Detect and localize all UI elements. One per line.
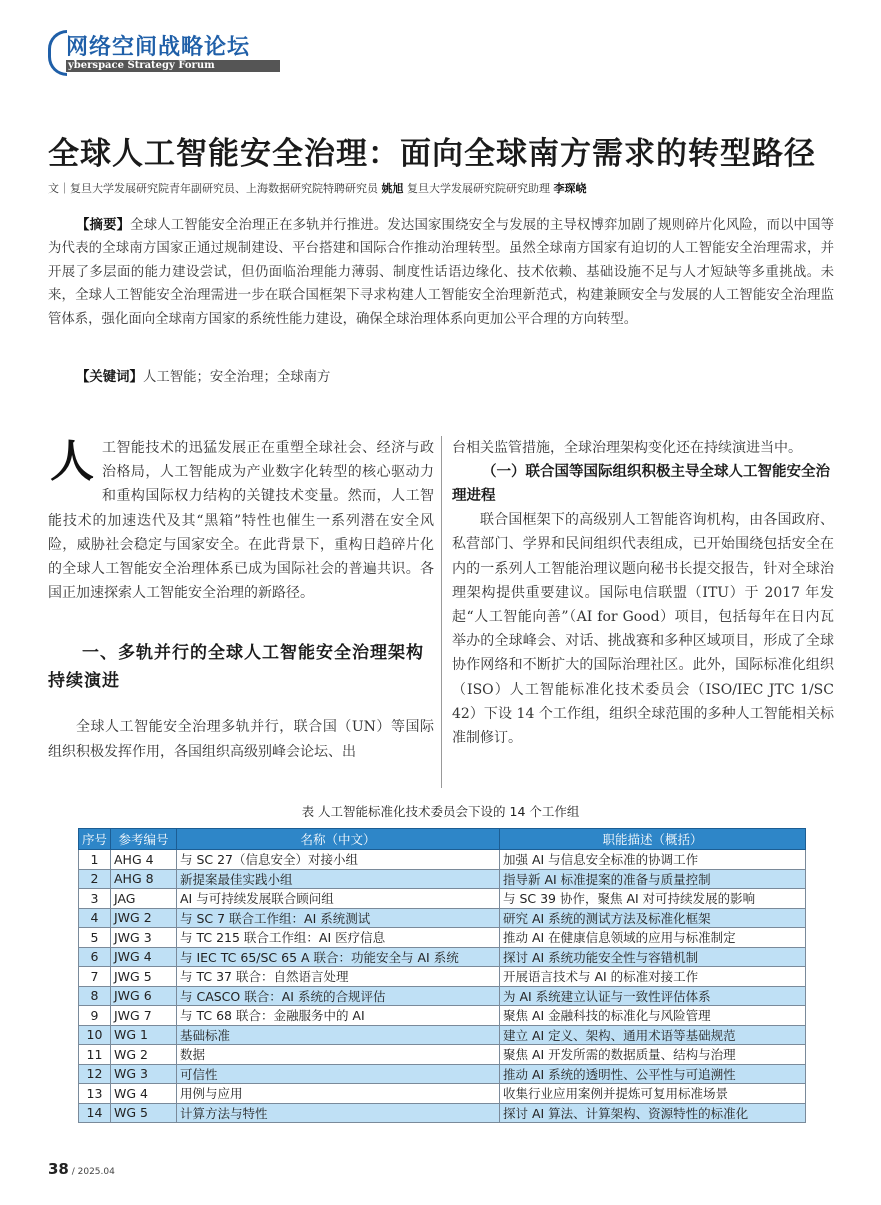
abstract bbox=[48, 214, 834, 331]
cell-no: 3 bbox=[79, 889, 111, 909]
cell-ref: JWG 2 bbox=[111, 908, 177, 928]
cell-no: 10 bbox=[79, 1025, 111, 1045]
cell-no: 2 bbox=[79, 869, 111, 889]
cell-desc: 聚焦 AI 开发所需的数据质量、结构与治理 bbox=[500, 1045, 806, 1065]
subsection-1-heading: （一）联合国等国际组织积极主导全球人工智能安全治理进程 bbox=[452, 464, 830, 505]
section-1-continuation: 台相关监管措施，全球治理架构变化还在持续演进当中。 bbox=[452, 440, 802, 456]
table-caption: 表 人工智能标准化技术委员会下设的 14 个工作组 bbox=[301, 804, 580, 819]
left-column bbox=[48, 436, 434, 764]
cell-ref: AHG 8 bbox=[111, 869, 177, 889]
cell-desc: 指导新 AI 标准提案的准备与质量控制 bbox=[500, 869, 806, 889]
column-divider bbox=[441, 436, 442, 788]
cell-ref: JWG 7 bbox=[111, 1006, 177, 1026]
cell-ref: JWG 5 bbox=[111, 967, 177, 987]
cell-ref: AHG 4 bbox=[111, 850, 177, 870]
table-row bbox=[79, 889, 806, 909]
cell-no: 11 bbox=[79, 1045, 111, 1065]
cell-name: 新提案最佳实践小组 bbox=[177, 869, 500, 889]
keywords bbox=[76, 366, 330, 385]
header-no: 序号 bbox=[79, 829, 111, 850]
table-row bbox=[79, 869, 806, 889]
cell-name: 用例与应用 bbox=[177, 1084, 500, 1104]
cell-name: AI 与可持续发展联合顾问组 bbox=[177, 889, 500, 909]
cell-desc: 建立 AI 定义、架构、通用术语等基础规范 bbox=[500, 1025, 806, 1045]
page-number: 38 bbox=[48, 1160, 69, 1178]
intro-paragraph bbox=[48, 436, 434, 605]
table-row bbox=[79, 1045, 806, 1065]
table-row bbox=[79, 1064, 806, 1084]
byline-affiliation-1: 文｜复旦大学发展研究院青年副研究员、上海数据研究院特聘研究员 bbox=[48, 182, 382, 195]
cell-desc: 收集行业应用案例并提炼可复用标准场景 bbox=[500, 1084, 806, 1104]
cell-ref: WG 4 bbox=[111, 1084, 177, 1104]
table-row bbox=[79, 947, 806, 967]
cell-ref: WG 5 bbox=[111, 1103, 177, 1123]
table-row bbox=[79, 928, 806, 948]
cell-desc: 聚焦 AI 金融科技的标准化与风险管理 bbox=[500, 1006, 806, 1026]
cell-name: 基础标准 bbox=[177, 1025, 500, 1045]
cell-desc: 加强 AI 与信息安全标准的协调工作 bbox=[500, 850, 806, 870]
cell-desc: 探讨 AI 算法、计算架构、资源特性的标准化 bbox=[500, 1103, 806, 1123]
header-ref: 参考编号 bbox=[111, 829, 177, 850]
cell-no: 13 bbox=[79, 1084, 111, 1104]
author-2: 李琛峣 bbox=[553, 182, 587, 195]
cell-no: 9 bbox=[79, 1006, 111, 1026]
section-1-heading: 一、多轨并行的全球人工智能安全治理架构持续演进 bbox=[48, 643, 424, 692]
cell-desc: 推动 AI 系统的透明性、公平性与可追溯性 bbox=[500, 1064, 806, 1084]
table-row bbox=[79, 1084, 806, 1104]
cell-name: 与 IEC TC 65/SC 65 A 联合：功能安全与 AI 系统 bbox=[177, 947, 500, 967]
header-desc: 职能描述（概括） bbox=[500, 829, 806, 850]
masthead-title-cn: 网络空间战略论坛 bbox=[66, 35, 251, 60]
masthead-c-logo bbox=[48, 30, 67, 76]
cell-no: 5 bbox=[79, 928, 111, 948]
table-header-row bbox=[79, 829, 806, 850]
header-name: 名称（中文） bbox=[177, 829, 500, 850]
author-1: 姚旭 bbox=[381, 182, 404, 195]
abstract-label: 【摘要】 bbox=[76, 218, 131, 233]
cell-name: 与 TC 215 联合工作组：AI 医疗信息 bbox=[177, 928, 500, 948]
right-column bbox=[452, 436, 834, 750]
working-groups-table bbox=[78, 828, 806, 1123]
page-footer bbox=[48, 1160, 115, 1178]
cell-name: 与 TC 37 联合：自然语言处理 bbox=[177, 967, 500, 987]
cell-no: 8 bbox=[79, 986, 111, 1006]
cell-desc: 探讨 AI 系统功能安全性与容错机制 bbox=[500, 947, 806, 967]
keywords-text: 人工智能；安全治理；全球南方 bbox=[142, 370, 331, 385]
cell-desc: 为 AI 系统建立认证与一致性评估体系 bbox=[500, 986, 806, 1006]
cell-ref: WG 2 bbox=[111, 1045, 177, 1065]
cell-ref: JAG bbox=[111, 889, 177, 909]
cell-no: 7 bbox=[79, 967, 111, 987]
byline-affiliation-2: 复旦大学发展研究院研究助理 bbox=[403, 182, 554, 195]
table-row bbox=[79, 967, 806, 987]
table-row bbox=[79, 1103, 806, 1123]
table-row bbox=[79, 1006, 806, 1026]
cell-ref: WG 3 bbox=[111, 1064, 177, 1084]
cell-ref: WG 1 bbox=[111, 1025, 177, 1045]
table-row bbox=[79, 986, 806, 1006]
cell-no: 4 bbox=[79, 908, 111, 928]
table-row bbox=[79, 850, 806, 870]
dropcap: 人 bbox=[50, 436, 94, 487]
article-title: 全球人工智能安全治理：面向全球南方需求的转型路径 bbox=[48, 136, 816, 172]
masthead bbox=[48, 26, 278, 76]
byline bbox=[48, 180, 587, 196]
cell-no: 14 bbox=[79, 1103, 111, 1123]
cell-name: 可信性 bbox=[177, 1064, 500, 1084]
cell-no: 12 bbox=[79, 1064, 111, 1084]
cell-ref: JWG 6 bbox=[111, 986, 177, 1006]
subsection-1-paragraph: 联合国框架下的高级别人工智能咨询机构，由各国政府、私营部门、学界和民间组织代表组成，已开始围绕包括安全在内的一系列人工智能治理议题向秘书长提交报告，针对全球治理架构提供重要建议。国际电信联盟（ITU）于 2017 年发起“人工智能向善”（AI for Good）项目，包括每年在日内瓦举办的全球峰会、对话、挑战赛和多种区域项目，形成了全球协作网络和不断扩大的国际治理社区。此外，国际标准化组织（ISO）人工智能标准化技术委员会（ISO/IEC JTC 1/SC 42）下设 14 个工作组，组织全球范围的多种人工智能相关标准制修订。 bbox=[452, 512, 834, 747]
cell-name: 与 SC 27（信息安全）对接小组 bbox=[177, 850, 500, 870]
cell-desc: 开展语言技术与 AI 的标准对接工作 bbox=[500, 967, 806, 987]
cell-desc: 与 SC 39 协作，聚焦 AI 对可持续发展的影响 bbox=[500, 889, 806, 909]
cell-ref: JWG 4 bbox=[111, 947, 177, 967]
cell-name: 与 CASCO 联合：AI 系统的合规评估 bbox=[177, 986, 500, 1006]
masthead-title-en: yberspace Strategy Forum bbox=[66, 60, 280, 72]
table-row bbox=[79, 1025, 806, 1045]
cell-name: 数据 bbox=[177, 1045, 500, 1065]
cell-desc: 推动 AI 在健康信息领域的应用与标准制定 bbox=[500, 928, 806, 948]
cell-desc: 研究 AI 系统的测试方法及标准化框架 bbox=[500, 908, 806, 928]
cell-name: 与 SC 7 联合工作组：AI 系统测试 bbox=[177, 908, 500, 928]
cell-no: 6 bbox=[79, 947, 111, 967]
keywords-label: 【关键词】 bbox=[76, 370, 143, 385]
cell-no: 1 bbox=[79, 850, 111, 870]
cell-name: 与 TC 68 联合：金融服务中的 AI bbox=[177, 1006, 500, 1026]
section-1-paragraph: 全球人工智能安全治理多轨并行，联合国（UN）等国际组织积极发挥作用，各国组织高级别峰会论坛、出 bbox=[48, 719, 434, 760]
cell-name: 计算方法与特性 bbox=[177, 1103, 500, 1123]
table-row bbox=[79, 908, 806, 928]
cell-ref: JWG 3 bbox=[111, 928, 177, 948]
abstract-text: 全球人工智能安全治理正在多轨并行推进。发达国家围绕安全与发展的主导权博弈加剧了规则碎片化风险，而以中国等为代表的全球南方国家正通过规制建设、平台搭建和国际合作推动治理转型。虽然全球南方国家有迫切的人工智能安全治理需求，并开展了多层面的能力建设尝试，但仍面临治理能力薄弱、制度性话语边缘化、技术依赖、基础设施不足与人才短缺等多重挑战。未来，全球人工智能安全治理需进一步在联合国框架下寻求构建人工智能安全治理新范式，构建兼顾安全与发展的人工智能安全治理监管体系，强化面向全球南方国家的系统性能力建设，确保全球治理体系向更加公平合理的方向转型。 bbox=[48, 218, 834, 327]
intro-text: 工智能技术的迅猛发展正在重塑全球社会、经济与政治格局，人工智能成为产业数字化转型的核心驱动力和重构国际权力结构的关键技术变量。然而，人工智能技术的加速迭代及其“黑箱”特性也催生一系列潜在安全风险，威胁社会稳定与国家安全。在此背景下，重构日趋碎片化的全球人工智能安全治理体系已成为国际社会的普遍共识。各国正加速探索人工智能安全治理的新路径。 bbox=[48, 440, 434, 602]
issue-date: / 2025.04 bbox=[68, 1167, 115, 1177]
